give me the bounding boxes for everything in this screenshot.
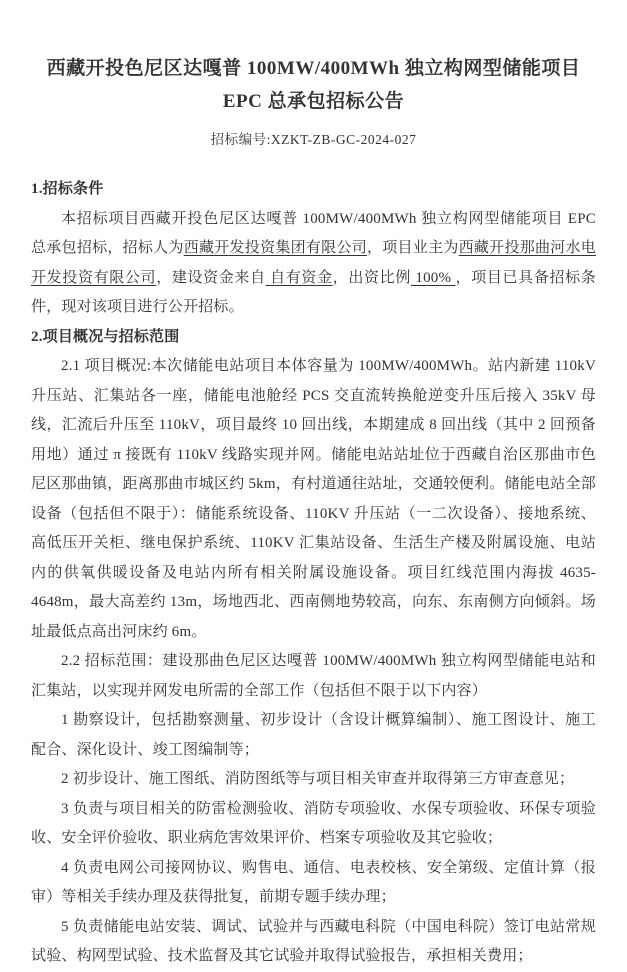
text-run: 2.2 招标范围：建设那曲色尼区达嘎普 100MW/400MWh 独立构网型储能电站和汇集站，以实现并网发电所需的全部工作（包括但不限于以下内容） xyxy=(31,653,596,699)
section-heading xyxy=(31,175,596,205)
underlined-text: 西藏开发投资集团有限公司 xyxy=(183,240,367,256)
text-run: 3 负责与项目相关的防雷检测验收、消防专项验收、水保专项验收、环保专项验收、安全评价验收、职业病危害效果评价、档案专项验收及其它验收； xyxy=(31,800,596,846)
text-run: 2.项目概况与招标范围 xyxy=(31,328,180,345)
text-run: ，出资比例 xyxy=(332,269,411,286)
text-run: 1.招标条件 xyxy=(31,181,104,197)
text-run: 本招标项目西藏开投色尼区达嘎普 100MW/400MWh 独立构网型储能项目 EPC 总承包招标，招标人为 xyxy=(31,210,596,256)
paragraph xyxy=(31,706,596,765)
text-run: 1 勘察设计，包括勘察测量、初步设计（含设计概算编制）、施工图设计、施工配合、深化设计、竣工图编制等； xyxy=(31,712,596,758)
paragraph xyxy=(31,854,596,913)
text-run: 2 初步设计、施工图纸、消防图纸等与项目相关审查并取得第三方审查意见； xyxy=(61,771,575,787)
paragraph xyxy=(31,352,596,647)
text-run: 5 负责储能电站安装、调试、试验并与西藏电科院（中国电科院）签订电站常规试验、构网型试验、技术监督及其它试验并取得试验报告，承担相关费用； xyxy=(31,918,596,964)
section-heading xyxy=(31,323,596,353)
text-run: 2.1 项目概况:本次储能电站项目本体容量为 100MW/400MWh。站内新建 110kV 升压站、汇集站各一座，储能电池舱经 PCS 交直流转换舱逆变升压后接入 35kV 母线，汇流后升压至 110kV，项目最终 10 回出线，本期建成 8 回出线（其中 2 回预备用地）通过 π 接既有 110kV 线路实现并网。储能电站站址位于西藏自治区那曲市色尼区那曲镇，距离那曲市城区约 5km，有村道通往站址，交通较便利。储能电站全部设备（包括但不限于）：储能系统设备、110KV 升压站（一二次设备）、接地系统、高低压开关柜、继电保护系统、110KV 汇集站设备、生活生产楼及附属设施、电站内的供氧供暖设备及电站内所有相关附属设施设备。项目红线范围内海拔 4635-4648m，最大高差约 13m，场地西北、西南侧地势较高，向东、东南侧方向倾斜。场址最低点高出河床约 6m。 xyxy=(31,358,596,640)
underlined-text: 西藏开投那曲河水电开发投资有限公司 xyxy=(31,240,596,286)
underlined-text: 自有资金 xyxy=(265,269,333,286)
paragraph xyxy=(31,205,596,323)
text-run: ，项目业主为 xyxy=(366,240,459,256)
text-run: 4 负责电网公司接网协议、购售电、通信、电表校核、安全第级、定值计算（报审）等相关手续办理及获得批复，前期专题手续办理； xyxy=(31,859,596,905)
paragraph xyxy=(31,913,596,972)
paragraph xyxy=(31,765,596,795)
document-body xyxy=(31,175,596,972)
paragraph xyxy=(31,647,596,706)
document-title: 西藏开投色尼区达嘎普 100MW/400MWh 独立构网型储能项目 EPC 总承包招标公告 xyxy=(46,58,581,112)
paragraph xyxy=(31,795,596,854)
text-run: ，建设资金来自 xyxy=(156,269,266,286)
text-run: ，项目已具备招标条件，现对该项目进行公开招标。 xyxy=(31,269,596,315)
tender-number: 招标编号:XZKT-ZB-GC-2024-027 xyxy=(210,132,417,147)
underlined-text: 100% xyxy=(410,269,456,286)
